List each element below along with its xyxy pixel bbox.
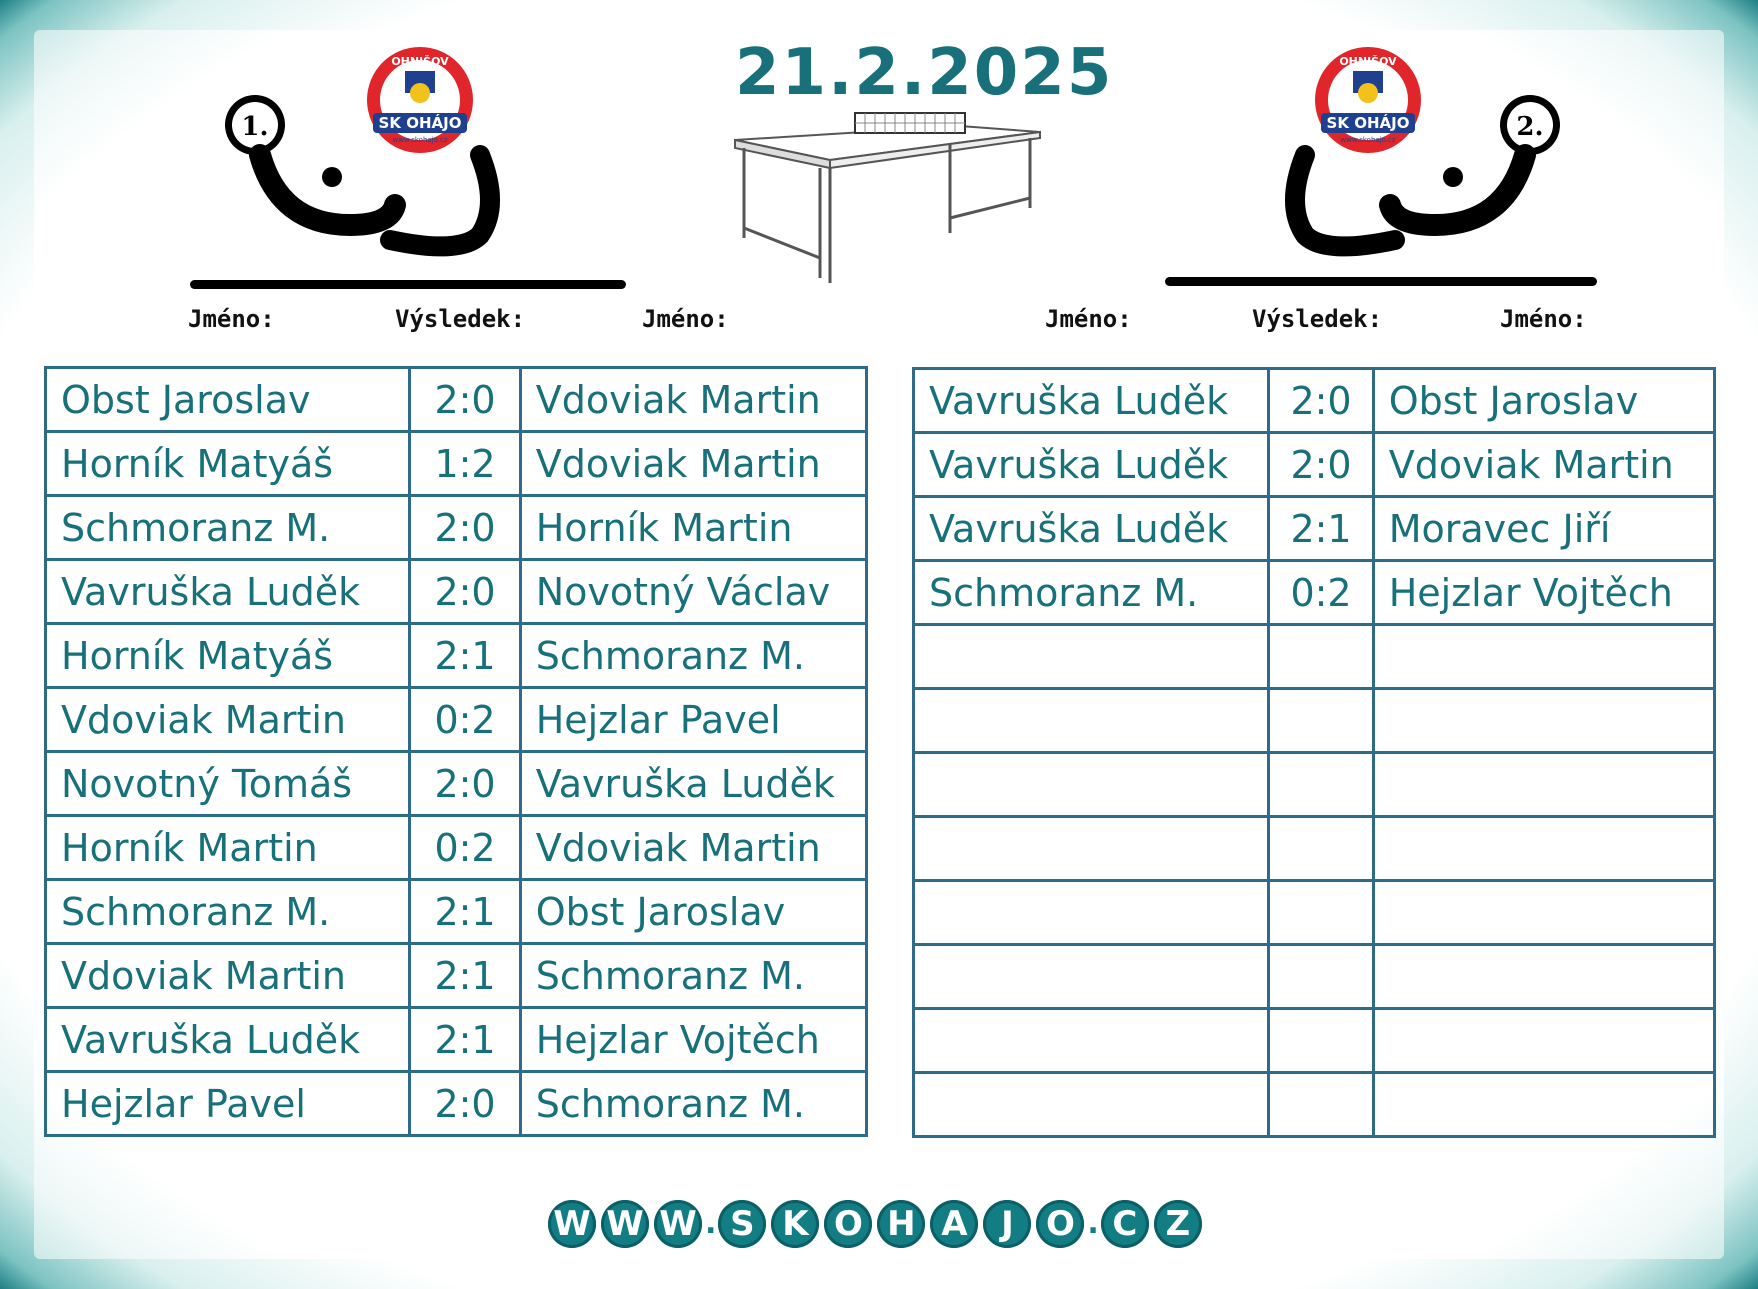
player-one-name: Vavruška Luděk	[914, 369, 1269, 433]
website-letter: W	[654, 1200, 702, 1248]
underline-left	[190, 280, 626, 289]
match-score: 2:1	[410, 624, 520, 688]
website-letter: S	[718, 1200, 766, 1248]
player-two-name	[1373, 817, 1714, 881]
player-two-name: Novotný Václav	[520, 560, 866, 624]
result-row	[46, 1008, 867, 1072]
player-two-name: Schmoranz M.	[520, 944, 866, 1008]
player-one-badge: 1.	[241, 112, 269, 142]
results-table-left	[44, 366, 868, 1137]
player-one-name: Horník Matyáš	[46, 624, 410, 688]
result-row	[46, 944, 867, 1008]
match-score: 2:0	[410, 1072, 520, 1136]
result-row	[46, 816, 867, 880]
result-row	[914, 753, 1715, 817]
match-score: 0:2	[1269, 561, 1373, 625]
logo-url-left: www.skohajo.cz	[392, 136, 448, 144]
logo-url-right: www.skohajo.cz	[1340, 136, 1396, 144]
result-row	[46, 880, 867, 944]
player-one-name: Vavruška Luděk	[46, 1008, 410, 1072]
player-two-badge: 2.	[1516, 112, 1544, 142]
player-one-name	[914, 945, 1269, 1009]
player-one-name: Hejzlar Pavel	[46, 1072, 410, 1136]
website-letter: Z	[1154, 1200, 1202, 1248]
match-score: 2:0	[410, 368, 520, 432]
result-row	[46, 752, 867, 816]
player-two-pictogram	[1275, 85, 1565, 260]
result-row	[46, 560, 867, 624]
match-score: 2:0	[410, 752, 520, 816]
match-score: 2:0	[1269, 433, 1373, 497]
match-score	[1269, 1009, 1373, 1073]
header-right-name2: Jméno:	[1500, 305, 1587, 333]
website-letter: W	[601, 1200, 649, 1248]
result-row	[914, 625, 1715, 689]
website-dot: .	[1087, 1206, 1099, 1241]
player-one-name: Schmoranz M.	[46, 496, 410, 560]
player-one-name	[914, 881, 1269, 945]
player-one-name: Vavruška Luděk	[46, 560, 410, 624]
header-left-name2: Jméno:	[642, 305, 729, 333]
match-score: 2:1	[1269, 497, 1373, 561]
player-one-name: Vdoviak Martin	[46, 944, 410, 1008]
player-one-name	[914, 817, 1269, 881]
result-row	[914, 497, 1715, 561]
result-row	[914, 817, 1715, 881]
player-two-name: Hejzlar Vojtěch	[1373, 561, 1714, 625]
player-two-name: Obst Jaroslav	[1373, 369, 1714, 433]
player-one-name	[914, 1009, 1269, 1073]
player-two-name	[1373, 1073, 1714, 1137]
player-two-name: Vdoviak Martin	[520, 816, 866, 880]
match-score: 0:2	[410, 688, 520, 752]
player-two-name: Vdoviak Martin	[1373, 433, 1714, 497]
result-row	[46, 368, 867, 432]
player-two-name	[1373, 625, 1714, 689]
website-letter: J	[983, 1200, 1031, 1248]
player-one-name: Vavruška Luděk	[914, 497, 1269, 561]
match-score	[1269, 753, 1373, 817]
match-score	[1269, 817, 1373, 881]
player-one-name: Vdoviak Martin	[46, 688, 410, 752]
player-two-name	[1373, 881, 1714, 945]
result-row	[46, 432, 867, 496]
player-two-name	[1373, 1009, 1714, 1073]
header-left-name1: Jméno:	[188, 305, 275, 333]
logo-arc-text-left: OHNIŠOV	[391, 55, 449, 68]
match-date: 21.2.2025	[735, 36, 1114, 110]
match-score: 2:0	[1269, 369, 1373, 433]
player-one-name: Vavruška Luděk	[914, 433, 1269, 497]
player-two-name: Hejzlar Pavel	[520, 688, 866, 752]
match-score: 2:1	[410, 1008, 520, 1072]
logo-club-name-left: SK OHÁJO	[378, 114, 462, 132]
result-row	[914, 945, 1715, 1009]
match-score	[1269, 945, 1373, 1009]
header-left-result: Výsledek:	[395, 305, 526, 333]
player-two-name	[1373, 753, 1714, 817]
player-two-name: Vdoviak Martin	[520, 432, 866, 496]
player-one-name: Schmoranz M.	[46, 880, 410, 944]
result-row	[914, 369, 1715, 433]
player-one-name	[914, 753, 1269, 817]
result-row	[914, 561, 1715, 625]
website-footer	[548, 1196, 1207, 1252]
player-one-pictogram	[220, 85, 510, 260]
match-score: 2:1	[410, 944, 520, 1008]
logo-club-name-right: SK OHÁJO	[1326, 114, 1410, 132]
player-one-name	[914, 1073, 1269, 1137]
match-score	[1269, 1073, 1373, 1137]
player-two-name	[1373, 945, 1714, 1009]
player-one-name	[914, 689, 1269, 753]
website-letter: A	[930, 1200, 978, 1248]
website-letter: K	[771, 1200, 819, 1248]
ping-pong-table-icon	[730, 108, 1050, 288]
player-two-name	[1373, 689, 1714, 753]
result-row	[46, 624, 867, 688]
result-row	[46, 1072, 867, 1136]
underline-right	[1165, 277, 1597, 286]
player-one-name: Schmoranz M.	[914, 561, 1269, 625]
header-right-result: Výsledek:	[1252, 305, 1383, 333]
player-two-name: Horník Martin	[520, 496, 866, 560]
website-letter: W	[548, 1200, 596, 1248]
player-two-name: Vavruška Luděk	[520, 752, 866, 816]
player-two-name: Vdoviak Martin	[520, 368, 866, 432]
player-one-name: Novotný Tomáš	[46, 752, 410, 816]
result-row	[914, 433, 1715, 497]
logo-arc-text-right: OHNIŠOV	[1339, 55, 1397, 68]
result-row	[914, 881, 1715, 945]
match-score: 2:1	[410, 880, 520, 944]
player-one-name: Obst Jaroslav	[46, 368, 410, 432]
result-row	[46, 688, 867, 752]
result-row	[914, 689, 1715, 753]
website-letter: O	[1036, 1200, 1084, 1248]
player-two-name: Hejzlar Vojtěch	[520, 1008, 866, 1072]
match-score: 0:2	[410, 816, 520, 880]
player-two-name: Schmoranz M.	[520, 624, 866, 688]
website-letter: H	[877, 1200, 925, 1248]
website-dot: .	[705, 1206, 717, 1241]
player-two-name: Schmoranz M.	[520, 1072, 866, 1136]
match-score: 1:2	[410, 432, 520, 496]
result-row	[46, 496, 867, 560]
player-one-name: Horník Martin	[46, 816, 410, 880]
match-score	[1269, 881, 1373, 945]
website-letter: C	[1101, 1200, 1149, 1248]
result-row	[914, 1073, 1715, 1137]
match-score: 2:0	[410, 496, 520, 560]
match-score	[1269, 625, 1373, 689]
player-two-name: Obst Jaroslav	[520, 880, 866, 944]
header-right-name1: Jméno:	[1045, 305, 1132, 333]
player-two-name: Moravec Jiří	[1373, 497, 1714, 561]
player-one-name: Horník Matyáš	[46, 432, 410, 496]
results-table-right	[912, 367, 1716, 1138]
result-row	[914, 1009, 1715, 1073]
match-score: 2:0	[410, 560, 520, 624]
website-letter: O	[824, 1200, 872, 1248]
player-one-name	[914, 625, 1269, 689]
match-score	[1269, 689, 1373, 753]
